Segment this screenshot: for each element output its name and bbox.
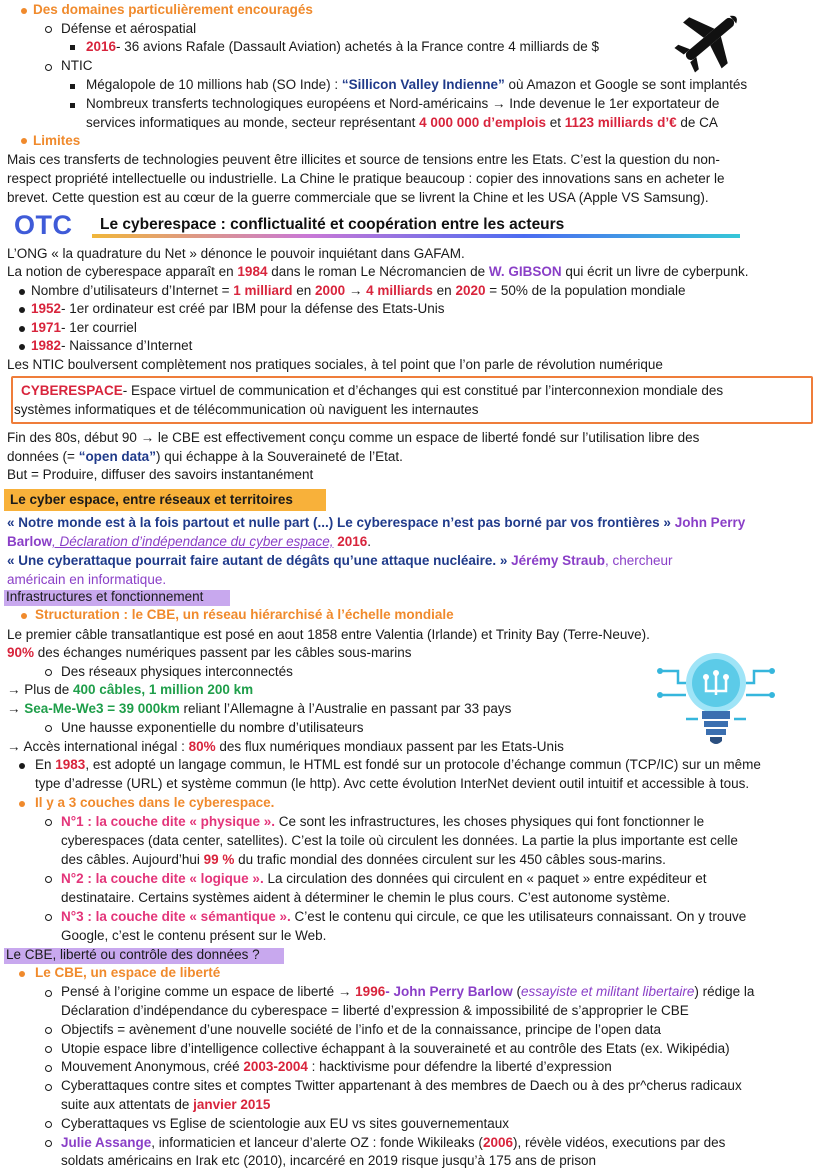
paragraph: La notion de cyberespace apparaît en 1984 dans le roman Le Nécromancien de W. GIBSON qui écrit un livre de cyberpunk. — [7, 264, 749, 279]
bullet — [45, 1027, 52, 1034]
bullet — [45, 1121, 52, 1128]
list-item: Pensé à l’origine comme un espace de liberté → 1996- John Perry Barlow (essayiste et militant libertaire) rédige la — [61, 984, 755, 999]
list-item: N°3 : la couche dite « sémantique ». C’est le contenu qui circule, ce que les utilisateurs connaissant. On y trouve — [61, 909, 747, 924]
bullet — [45, 669, 52, 676]
list-item: NTIC — [61, 58, 93, 73]
bullet — [45, 1140, 52, 1147]
bullet — [45, 725, 52, 732]
bullet — [45, 876, 52, 883]
bullet — [45, 1046, 52, 1053]
quote: Barlow, Déclaration d’indépendance du cyber espace, 2016. — [7, 534, 372, 549]
definition-line: systèmes informatiques et de télécommunication où naviguent les internautes — [14, 402, 479, 417]
heading-couches: Il y a 3 couches dans le cyberespace. — [35, 795, 275, 810]
bullet — [45, 819, 52, 826]
bullet — [21, 138, 27, 144]
quote: « Notre monde est à la fois partout et nulle part (...) Le cyberespace n’est pas borné par vos frontières » John Perry — [7, 515, 746, 530]
list-item: Une hausse exponentielle du nombre d’utilisateurs — [61, 720, 364, 735]
bullet — [19, 801, 25, 807]
definition-line: CYBERESPACE- Espace virtuel de communication et d’échanges qui est constitué par l’interconnexion mondiale des — [21, 383, 724, 398]
bullet — [21, 613, 27, 619]
list-item-cont: soldats américains en Irak etc (2010), incarcéré en 2019 risque jusqu’à 175 ans de prison — [61, 1153, 597, 1168]
paragraph: → Accès international inégal : 80% des flux numériques mondiaux passent par les Etats-Unis — [7, 739, 564, 754]
list-item: N°2 : la couche dite « logique ». La circulation des données qui circulent en « paquet » entre expéditeur et — [61, 871, 707, 886]
paragraph: L’ONG « la quadrature du Net » dénonce le pouvoir inquiétant dans GAFAM. — [7, 246, 465, 261]
subheading: Infrastructures et fonctionnement — [6, 589, 204, 604]
bullet — [45, 1065, 52, 1072]
list-item: Cyberattaques vs Eglise de scientologie aux EU vs sites gouvernementaux — [61, 1116, 509, 1131]
bullet — [70, 84, 75, 89]
paragraph: But = Produire, diffuser des savoirs instantanément — [7, 467, 314, 482]
paragraph: → Plus de 400 câbles, 1 million 200 km — [7, 682, 254, 697]
bullet — [19, 763, 25, 769]
list-item-cont: destinataire. Certains systèmes aident à déterminer le chemin le plus cours. C’est autonome système. — [61, 890, 671, 905]
lightbulb-icon — [656, 645, 776, 751]
bullet — [45, 26, 52, 33]
paragraph: respect propriété intellectuelle ou industrielle. La Chine le pratique beaucoup : copier des innovations sans en acheter le — [7, 171, 725, 186]
list-item: Objectifs = avènement d’une nouvelle société de l’info et de la connaissance, principe de l’open data — [61, 1022, 662, 1037]
bullet — [70, 103, 75, 108]
paragraph: brevet. Cette question est au cœur de la guerre commerciale que se livrent la Chine et les USA (Apple VS Samsung). — [7, 190, 709, 205]
list-item-cont: cyberespaces (data center, satellites). C’est la toile où circulent les données. La partie la plus importante est celle — [61, 833, 738, 848]
list-item: Mouvement Anonymous, créé 2003-2004 : hacktivisme pour défendre la liberté d’expression — [61, 1059, 612, 1074]
bullet — [19, 307, 25, 313]
section-heading: Le cyber espace, entre réseaux et territoires — [10, 492, 293, 507]
list-item-cont: suite aux attentats de janvier 2015 — [61, 1097, 271, 1112]
list-item: 1952- 1er ordinateur est créé par IBM pour la défense des Etats-Unis — [31, 301, 445, 316]
bullet — [19, 971, 25, 977]
paragraph: Le premier câble transatlantique est posé en aout 1858 entre Valentia (Irlande) et Trinity Bay (Terre-Neuve). — [7, 627, 650, 642]
bullet — [45, 64, 52, 71]
subheading: Le CBE, liberté ou contrôle des données ? — [6, 947, 260, 962]
bullet — [19, 344, 25, 350]
paragraph: 90% des échanges numériques passent par les câbles sous-marins — [7, 645, 412, 660]
list-item: Mégalopole de 10 millions hab (SO Inde) : “Sillicon Valley Indienne” où Amazon et Google se sont implantés — [86, 77, 748, 92]
list-item: N°1 : la couche dite « physique ». Ce sont les infrastructures, les choses physiques qui font fonctionner le — [61, 814, 705, 829]
list-item: En 1983, est adopté un langage commun, le HTML est fondé sur un protocole d’échange commun (TCP/IC) sur un même — [35, 757, 761, 772]
list-item: 2016- 36 avions Rafale (Dassault Aviation) achetés à la France contre 4 milliards de $ — [86, 39, 600, 54]
list-item-cont: Google, c’est le contenu présent sur le Web. — [61, 928, 327, 943]
list-item: Défense et aérospatial — [61, 21, 197, 36]
list-item: Cyberattaques contre sites et comptes Twitter appartenant à des membres de Daech ou à des pr^cherus radicaux — [61, 1078, 742, 1093]
paragraph: données (= “open data”) qui échappe à la Souveraineté de l’Etat. — [7, 449, 403, 464]
paragraph: → Sea-Me-We3 = 39 000km reliant l’Allemagne à l’Australie en passant par 33 pays — [7, 701, 512, 716]
airplane-icon — [672, 4, 748, 74]
heading-liberte: Le CBE, un espace de liberté — [35, 965, 221, 980]
list-item: 1982- Naissance d’Internet — [31, 338, 193, 353]
paragraph: Mais ces transferts de technologies peuvent être illicites et source de tensions entre les Etats. C’est la question du non- — [7, 152, 720, 167]
list-item-cont: Déclaration d’indépendance du cyberespace = liberté d’expression & impossibilité de s’approprier le CBE — [61, 1003, 689, 1018]
list-item-cont: services informatiques au monde, secteur représentant 4 000 000 d’emplois et 1123 milliards d’€ de CA — [86, 115, 718, 130]
list-item: Utopie espace libre d’intelligence collective échappant à la souveraineté et au contrôle des Etats (ex. Wikipédia) — [61, 1041, 730, 1056]
bullet — [70, 45, 75, 50]
paragraph: Fin des 80s, début 90 → le CBE est effectivement conçu comme un espace de liberté fondé sur l’utilisation libre des — [7, 430, 700, 445]
bullet — [19, 326, 25, 332]
list-item: Julie Assange, informaticien et lanceur d’alerte OZ : fonde Wikileaks (2006), révèle vidéos, executions par des — [61, 1135, 726, 1150]
section-title: Le cyberespace : conflictualité et coopération entre les acteurs — [100, 216, 565, 233]
bullet — [45, 990, 52, 997]
heading-limites: Limites — [33, 133, 81, 148]
list-item: Des réseaux physiques interconnectés — [61, 664, 293, 679]
list-item: Nombreux transferts technologiques européens et Nord-américains → Inde devenue le 1er exportateur de — [86, 96, 720, 111]
list-item: 1971- 1er courriel — [31, 320, 137, 335]
quote: « Une cyberattaque pourrait faire autant de dégâts qu’une attaque nucléaire. » Jérémy Straub, chercheur — [7, 553, 673, 568]
bullet — [19, 289, 25, 295]
list-item-cont: type d’adresse (URL) et système commun (le http). Avc cette évolution InterNet devient outil intuitif et accessible à tous. — [35, 776, 750, 791]
bullet — [21, 8, 27, 14]
paragraph: Les NTIC boulversent complètement nos pratiques sociales, à tel point que l’on parle de révolution numérique — [7, 357, 663, 372]
title-underline — [92, 234, 740, 238]
quote: américain en informatique. — [7, 572, 167, 587]
bullet — [45, 914, 52, 921]
heading-structuration: Structuration : le CBE, un réseau hiérarchisé à l’échelle mondiale — [35, 607, 454, 622]
list-item: Nombre d’utilisateurs d’Internet = 1 milliard en 2000 → 4 milliards en 2020 = 50% de la population mondiale — [31, 283, 686, 298]
otc-label: OTC — [14, 210, 73, 240]
bullet — [45, 1084, 52, 1091]
list-item-cont: des câbles. Aujourd’hui 99 % du trafic mondial des données circulent sur les 450 câbles sous-marins. — [61, 852, 666, 867]
heading-domaines: Des domaines particulièrement encouragés — [33, 2, 313, 17]
